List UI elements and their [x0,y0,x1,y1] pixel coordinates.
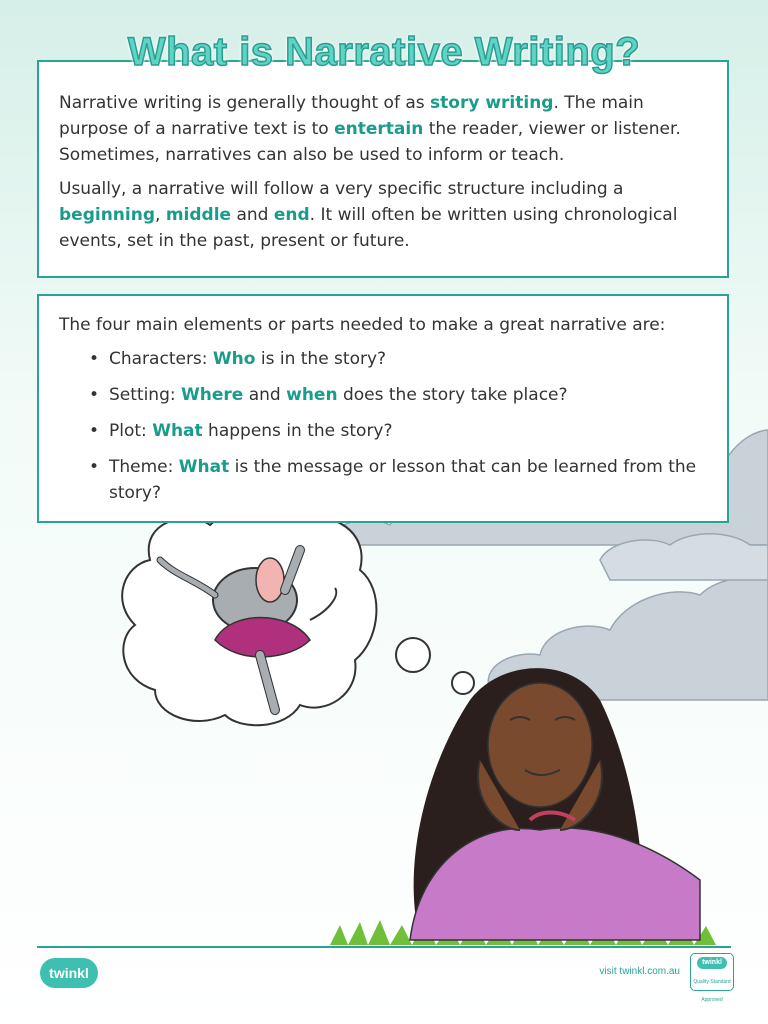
elements-box [37,294,729,523]
highlight-story-writing: story writing [430,93,554,113]
elements-list [59,346,707,506]
intro-box [37,60,729,278]
intro-paragraph-1: Narrative writing is generally thought of as story writing. The main purpose of a narrative text is to entertain the reader, viewer or listener. Sometimes, narratives can also be used to inform or teach. [59,93,681,165]
list-item: • Plot: What happens in the story? [89,418,707,444]
bullet-icon: • [89,421,100,441]
website-link[interactable]: visit twinkl.com.au [599,966,680,977]
highlight-entertain: entertain [334,119,424,139]
elements-heading: The four main elements or parts needed to make a great narrative are: [59,315,666,335]
badge-logo: twinkl [697,957,727,969]
quality-badge [690,953,734,1003]
twinkl-logo[interactable]: twinkl [40,958,98,988]
bullet-icon: • [89,457,100,477]
badge-text: Quality Standard Approved [693,979,731,1003]
list-item: • Setting: Where and when does the story take place? [89,382,707,408]
bullet-icon: • [89,349,100,369]
highlight-end: end [273,205,310,225]
footer-divider [37,946,731,948]
girl-character [410,668,700,940]
bullet-icon: • [89,385,100,405]
list-item: • Characters: Who is in the story? [89,346,707,372]
page-title: What is Narrative Writing? [127,30,641,74]
list-item: • Theme: What is the message or lesson that can be learned from the story? [89,454,707,506]
highlight-middle: middle [165,205,232,225]
intro-paragraph-2: Usually, a narrative will follow a very specific structure including a beginning, middle and end. It will often be written using chronological events, set in the past, present or future. [59,179,678,251]
highlight-beginning: beginning [59,205,155,225]
